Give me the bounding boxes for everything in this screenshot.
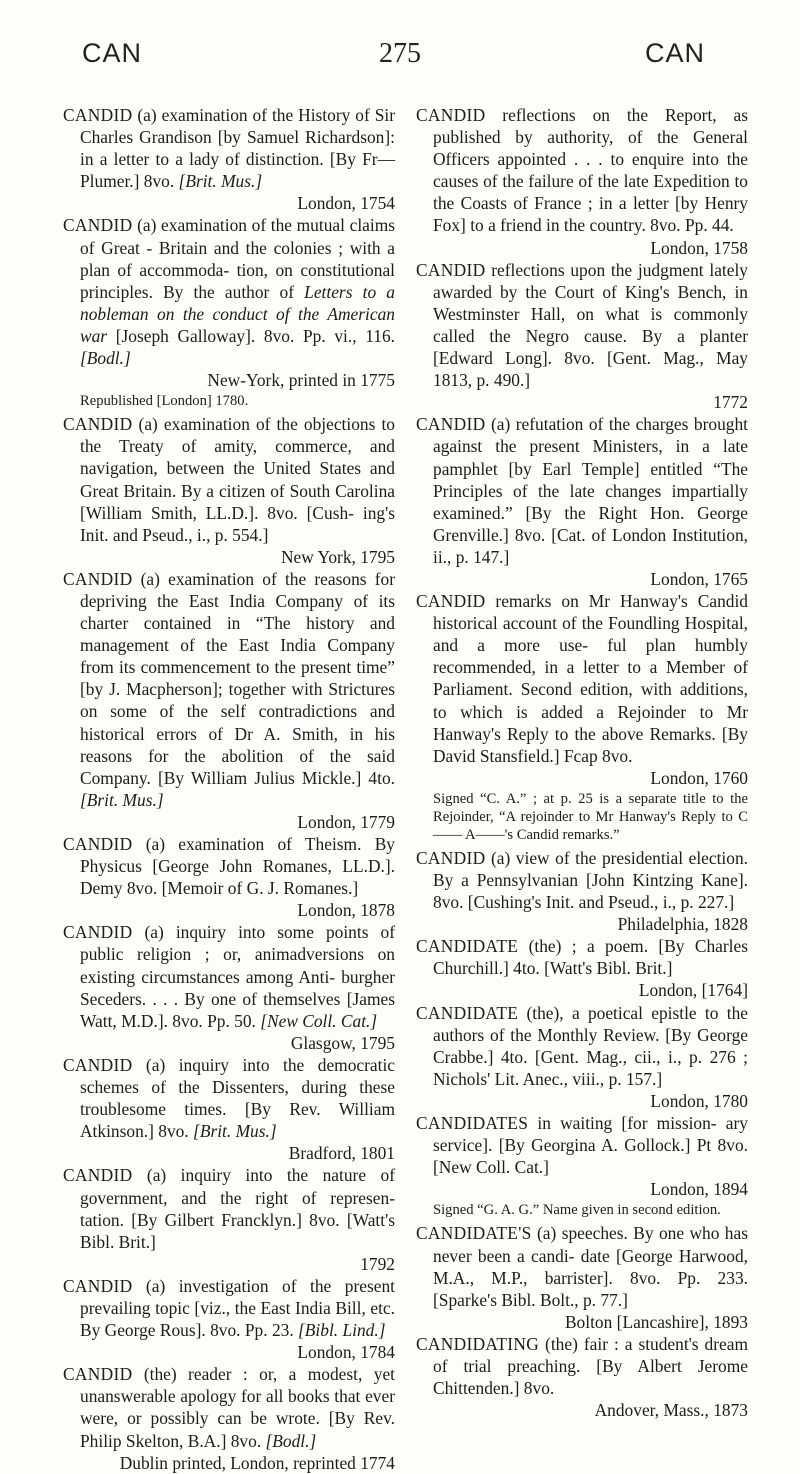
entry-text: reflections upon the judgment lately awarded by the Court of King's Bench, in Westminster Hall, on what is commonly called the Negro cause. By a planter [Edward Long]. 8vo. [Gent. Mag., May 1813, p. 490.] (433, 259, 748, 391)
entry-source: [Bibl. Lind.] (298, 1320, 386, 1341)
bibliography-entry (63, 1054, 395, 1164)
bibliography-entry (416, 259, 748, 414)
entry-italic-title: Letters to a nobleman on the conduct of the American war (80, 281, 395, 346)
entry-text: (the), a poetical epistle to the authors of the Monthly Review. [By George Crabbe.] 4to. [Gent. Mag., cii., i., p. 276 ; Nichols' Lit. Anec., viii., p. 157.] (433, 1002, 748, 1089)
entry-note: Signed “G. A. G.” Name given in second edition. (433, 1202, 721, 1219)
entry-headword: CANDIDATING (416, 1333, 540, 1354)
bibliography-entry (416, 1112, 748, 1200)
running-header (0, 38, 800, 88)
header-left: CAN (82, 38, 143, 68)
entry-imprint: Glasgow, 1795 (290, 1032, 395, 1053)
entry-source: [Bodl.] (265, 1430, 317, 1451)
entry-text: (the) ; a poem. [By Charles Churchill.] 4to. [Watt's Bibl. Brit.] (433, 936, 748, 979)
entry-imprint: London, 1765 (650, 568, 748, 589)
entry-imprint: New-York, printed in 1775 (207, 370, 395, 391)
bibliography-entry (416, 104, 748, 259)
entry-imprint: 1772 (713, 392, 748, 413)
right-column (416, 104, 748, 1421)
entry-headword: CANDID (416, 259, 486, 280)
entry-imprint: London, 1780 (650, 1090, 748, 1111)
bibliography-entry (63, 413, 395, 568)
entry-source: [New Coll. Cat.] (260, 1010, 378, 1031)
entry-text: (a) inquiry into the democratic schemes of the Dissenters, during these troublesome times. [By Rev. William Atkinson.] 8vo. (80, 1054, 395, 1142)
entry-imprint: London, 1754 (297, 193, 395, 214)
entry-text: (a) speeches. By one who has never been a candi- date [George Harwood, M.A., M.P., barrister]. 8vo. Pp. 233. [Sparke's Bibl. Bolt., p. 77.] (433, 1223, 748, 1310)
entry-imprint: London, [1764] (638, 980, 748, 1001)
entry-imprint: Philadelphia, 1828 (617, 914, 748, 935)
entry-note-block (80, 392, 395, 410)
entry-headword: CANDIDATES (416, 1113, 529, 1134)
entry-text: (a) examination of Theism. By Physicus [George John Romanes, LL.D.]. Demy 8vo. [Memoir of G. J. Romanes.] (80, 834, 395, 899)
entry-note: Republished [London] 1780. (80, 393, 249, 410)
entry-text: (a) view of the presidential election. By a Pennsylvanian [John Kintzing Kane]. 8vo. [Cushing's Init. and Pseud., i., p. 227.] (433, 847, 748, 913)
header-right: CAN (644, 38, 705, 68)
entry-text-continued: [Joseph Galloway]. 8vo. Pp. vi., 116. (107, 325, 395, 346)
entry-imprint: London, 1758 (650, 237, 748, 258)
bibliography-entry (416, 847, 748, 935)
entry-headword: CANDID (63, 1275, 133, 1296)
entry-note-block (433, 1201, 748, 1219)
page-number: 275 (379, 38, 421, 69)
entry-headword: CANDID (416, 847, 486, 868)
entry-headword: CANDID (63, 1054, 133, 1075)
entry-headword: CANDID (416, 591, 486, 612)
entry-headword: CANDID (63, 568, 133, 589)
entry-imprint: Dublin printed, London, reprinted 1774 (119, 1452, 395, 1473)
entry-text: (a) examination of the reasons for depriving the East India Company of its charter contained in “The history and management of the East India Company from its commencement to the present time” [by J. Macpherson]; together with Strictures on some of the self contradictions and historical errors of Dr A. Smith, in his reasons for the abolition of the said Company. [By William Julius Mickle.] 4to. (80, 568, 395, 788)
entry-imprint: 1792 (360, 1253, 395, 1274)
entry-source: [Brit. Mus.] (193, 1121, 277, 1142)
entry-text: (the) fair : a student's dream of trial preaching. [By Albert Jerome Chittenden.] 8vo. (433, 1333, 748, 1399)
entry-source: [Brit. Mus.] (80, 789, 164, 810)
entry-text: (a) examination of the objections to the Treaty of amity, commerce, and navigation, between the United States and Great Britain. By a citizen of South Carolina [William Smith, LL.D.]. 8vo. [Cush- ing's Init. and Pseud., i., p. 554.] (80, 414, 395, 545)
entry-source: [Bodl.] (80, 348, 131, 369)
entry-headword: CANDID (416, 105, 486, 125)
entry-imprint: London, 1878 (297, 900, 395, 921)
entry-text: remarks on Mr Hanway's Candid historical account of the Foundling Hospital, and a more use- ful plan humbly recommended, in a letter to a Member of Parliament. Second edition, with additions, to which is added a Rejoinder to Mr Hanway's Reply to the above Remarks. [By David Stansfield.] Fcap 8vo. (433, 591, 748, 766)
bibliography-entry (63, 1363, 395, 1473)
bibliography-entry (416, 1333, 748, 1421)
bibliography-entry (63, 568, 395, 833)
entry-headword: CANDIDATE'S (416, 1223, 532, 1244)
entry-text: (a) inquiry into some points of public religion ; or, animadversions on existing circumstances among Anti- burgher Seceders. . . . By one of themselves [James Watt, M.D.]. 8vo. Pp. 50. (80, 922, 395, 1031)
entry-imprint: London, 1894 (650, 1179, 748, 1200)
entry-text: in waiting [for mission- ary service]. [By Georgina A. Gollock.] Pt 8vo. [New Coll. Cat.] (433, 1113, 748, 1178)
entry-note-block (433, 790, 748, 844)
entry-text: (a) inquiry into the nature of government, and the right of represen- tation. [By Gilbert Francklyn.] 8vo. [Watt's Bibl. Brit.] (80, 1165, 395, 1252)
entry-text: (a) examination of the mutual claims of Great - Britain and the colonies ; with a plan of accommoda- tion, on constitutional principles. By the author of (80, 215, 395, 302)
bibliography-entry (416, 1222, 748, 1332)
entry-imprint: London, 1779 (297, 811, 395, 832)
bibliography-entry (416, 1002, 748, 1112)
entry-imprint: Bolton [Lancashire], 1893 (564, 1311, 748, 1332)
entry-headword: CANDID (63, 834, 133, 854)
entry-headword: CANDID (63, 215, 133, 236)
entry-headword: CANDID (63, 105, 133, 125)
entry-headword: CANDIDATE (416, 936, 519, 957)
entry-imprint: London, 1784 (297, 1342, 395, 1363)
entry-text: (a) investigation of the present prevailing topic [viz., the East India Bill, etc. By George Rous]. 8vo. Pp. 23. (80, 1275, 395, 1341)
bibliography-entry (416, 413, 748, 590)
entry-text: (the) reader : or, a modest, yet unanswerable apology for all books that ever were, or possibly can be wrote. [By Rev. Philip Skelton, B.A.] 8vo. (80, 1364, 395, 1451)
entry-imprint: New York, 1795 (280, 546, 395, 567)
entry-source: [Brit. Mus.] (178, 171, 263, 192)
entry-text: (a) examination of the History of Sir Charles Grandison [by Samuel Richardson]: in a letter to a lady of distinction. [By Fr— Plumer.] 8vo. (80, 105, 395, 192)
bibliography-entry (63, 214, 395, 391)
entry-imprint: Bradford, 1801 (288, 1143, 395, 1164)
bibliography-entry (63, 1164, 395, 1274)
entry-headword: CANDID (416, 414, 486, 435)
entry-text: reflections on the Report, as published by authority, of the General Officers appointed . . . to enquire into the causes of the failure of the late Expedition to the Coasts of France ; in a letter [by Henry Fox] to a friend in the country. 8vo. Pp. 44. (433, 105, 748, 236)
bibliography-entry (416, 935, 748, 1001)
bibliography-entry (63, 833, 395, 921)
bibliography-entry (416, 590, 748, 789)
entry-headword: CANDID (63, 922, 133, 943)
left-column (63, 104, 395, 1474)
entry-headword: CANDIDATE (416, 1002, 519, 1023)
entry-note: Signed “C. A.” ; at p. 25 is a separate title to the Rejoinder, “A rejoinder to Mr Hanway's Reply to C—— A——'s Candid remarks.” (433, 790, 748, 843)
bibliography-entry (63, 104, 395, 214)
entry-text: (a) refutation of the charges brought against the present Ministers, in a late pamphlet [by Earl Temple] entitled “The Principles of the late changes impartially examined.” [By the Right Hon. George Grenville.] 8vo. [Cat. of London Institution, ii., p. 147.] (433, 414, 748, 567)
bibliography-entry (63, 1275, 395, 1363)
entry-headword: CANDID (63, 414, 133, 435)
entry-headword: CANDID (63, 1364, 133, 1385)
entry-headword: CANDID (63, 1165, 133, 1186)
bibliography-entry (63, 921, 395, 1054)
entry-imprint: London, 1760 (650, 767, 748, 788)
entry-imprint: Andover, Mass., 1873 (594, 1400, 748, 1421)
